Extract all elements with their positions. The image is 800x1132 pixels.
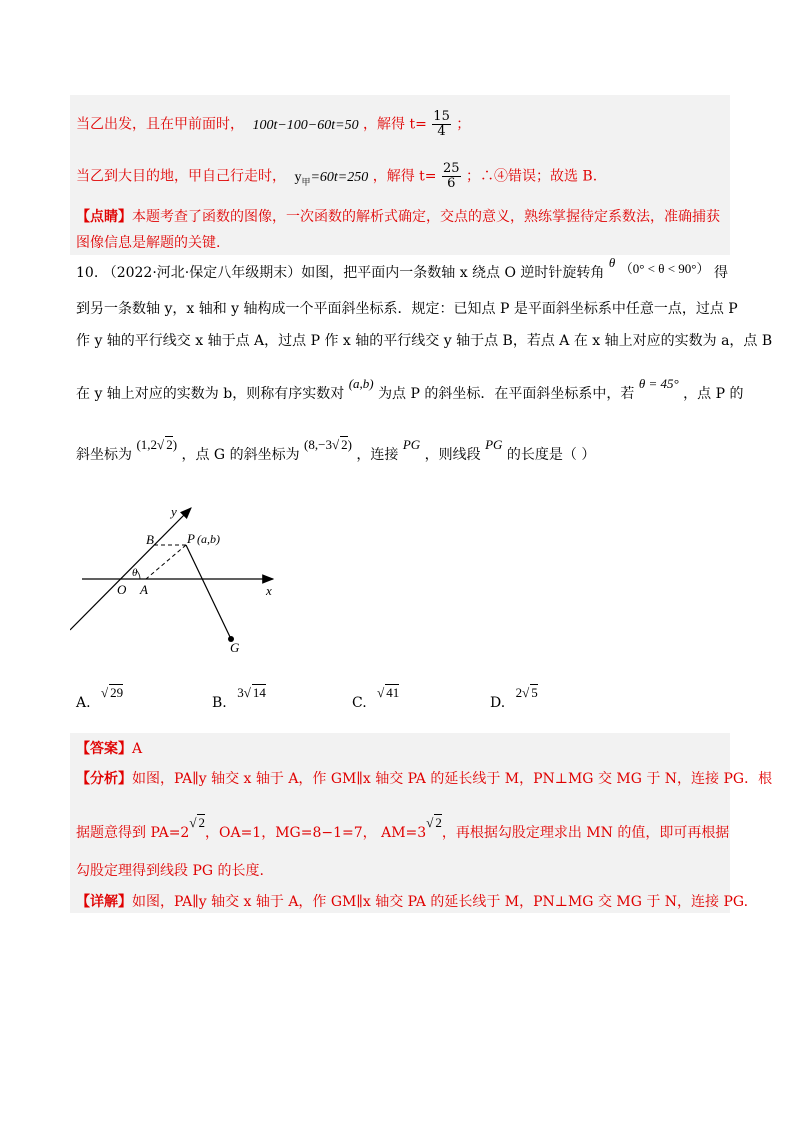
detail-tag: 【详解】 [76, 894, 132, 910]
subscript: 甲 [301, 176, 311, 187]
radicand: 2 [341, 437, 348, 452]
text: ，连接 [356, 447, 399, 463]
text: 如图，PA∥y 轴交 x 轴于 A，作 GM∥x 轴交 PA 的延长线于 M，PN⊥MG 交 MG 于 N，连接 PG．根 [132, 771, 773, 787]
text: 为点 P 的斜坐标．在平面斜坐标系中，若 [378, 386, 635, 402]
segment-pg-line [186, 545, 231, 639]
option-c[interactable] [352, 685, 400, 711]
answer-line [76, 738, 142, 758]
radicand: 41 [386, 685, 400, 700]
label-a: A [140, 582, 148, 597]
answer-value: A [132, 741, 143, 757]
option-letter: D. [490, 695, 506, 711]
text: 的长度是（ ） [506, 447, 596, 463]
expr: (8,−3 [304, 437, 332, 452]
text: 斜坐标为 [76, 447, 132, 463]
question-line-1 [76, 255, 728, 282]
text: ； [456, 116, 471, 133]
radical-sign: √ [377, 685, 385, 700]
label-g: G [230, 640, 240, 655]
detail-line [76, 891, 748, 911]
sqrt-value [189, 815, 205, 830]
numerator: 15 [433, 109, 450, 124]
tip-line-2 [76, 232, 220, 252]
text: ；∴④错误；故选 B. [465, 168, 598, 185]
sqrt-value [426, 815, 442, 830]
fraction [432, 110, 451, 139]
radical-sign: √ [157, 437, 165, 452]
text: ，解得 t= [363, 116, 427, 133]
option-letter: A. [76, 695, 91, 711]
option-value [516, 685, 538, 700]
solution-line-2 [76, 162, 597, 191]
text: 图像信息是解题的关键. [76, 235, 221, 251]
fraction [442, 162, 461, 191]
point-g-coords: (8,−3√ 2) [304, 437, 352, 452]
label-o: O [117, 582, 127, 597]
radical-sign: √ [426, 815, 434, 830]
radical-sign: √ [101, 685, 109, 700]
text: 在 y 轴上对应的实数为 b，则称有序实数对 [76, 386, 345, 402]
theta: θ [608, 255, 616, 270]
question-line-2 [76, 298, 738, 318]
text: 到另一条数轴 y，x 轴和 y 轴构成一个平面斜坐标系．规定：已知点 P 是平面斜坐标系中任意一点，过点 P [76, 301, 738, 317]
radical-sign: √ [522, 685, 530, 700]
text: ，则线段 [424, 447, 481, 463]
text: 如图，PA∥y 轴交 x 轴于 A，作 GM∥x 轴交 PA 的延长线于 M，PN⊥MG 交 MG 于 N，连接 PG. [132, 894, 749, 910]
y-axis [70, 508, 191, 630]
oblique-coordinate-figure [70, 500, 310, 660]
question-line-4 [76, 376, 744, 403]
segment-pa [146, 545, 186, 579]
radicand: 14 [252, 685, 266, 700]
option-d[interactable] [490, 685, 538, 711]
denominator: 6 [447, 176, 456, 191]
numerator: 25 [442, 161, 460, 176]
radicand: 2 [198, 815, 205, 830]
expr: =60t=250 [310, 169, 369, 185]
radical-sign: √ [189, 815, 197, 830]
radicand: 2 [166, 437, 173, 452]
denominator: 4 [437, 124, 446, 139]
solution-line-1 [76, 110, 470, 139]
pair: (a,b) [348, 376, 374, 391]
label-b: B [146, 532, 154, 547]
option-value [101, 685, 123, 700]
label-p-coords: (a,b) [197, 532, 220, 546]
range: （0° < θ < 90°） [619, 261, 710, 276]
text: ，OA=1，MG=8−1=7， AM=3 [204, 825, 427, 841]
label-p: P [187, 531, 195, 546]
tip-tag: 【点睛】 [76, 209, 132, 225]
text: 作 y 轴的平行线交 x 轴于点 A，过点 P 作 x 轴的平行线交 y 轴于点 B，若点 A 在 x 轴上对应的实数为 a，点 B [76, 333, 773, 349]
question-line-5 [76, 437, 596, 464]
analysis-tag: 【分析】 [76, 771, 132, 787]
text: 勾股定理得到线段 PG 的长度. [76, 863, 264, 879]
analysis-line-2 [76, 815, 730, 842]
radicand: 5 [531, 685, 538, 700]
coef: 3 [237, 685, 244, 700]
text: ，解得 t= [372, 168, 437, 185]
radical-sign: √ [243, 685, 251, 700]
coef: 2 [515, 685, 523, 700]
label-y: y [171, 504, 177, 519]
var: y [294, 169, 302, 185]
label-x: x [266, 583, 272, 598]
text: ，点 G 的斜坐标为 [181, 447, 300, 463]
answer-tag: 【答案】 [76, 741, 132, 757]
text: 当乙出发，且在甲前面时， [76, 116, 244, 133]
option-a[interactable] [76, 685, 124, 711]
option-value [237, 685, 266, 700]
radicand: 29 [110, 685, 124, 700]
theta-value: θ = 45° [638, 376, 679, 391]
segment-pg: PG [402, 437, 421, 452]
segment-pg: PG [485, 437, 503, 452]
text: 本题考查了函数的图像，一次函数的解析式确定，交点的意义，熟练掌握待定系数法，准确捕获 [132, 209, 720, 225]
text: 当乙到大目的地，甲自己行走时， [76, 168, 286, 185]
text: 据题意得到 PA=2 [76, 825, 190, 841]
point-p-coords: (1,2√ 2) [136, 437, 178, 452]
expr: (1,2 [136, 437, 158, 452]
text: ，点 P 的 [683, 386, 744, 402]
label-theta: θ [132, 567, 138, 579]
radical-sign: √ [331, 437, 340, 452]
tip-line-1 [76, 206, 720, 226]
option-letter: B. [212, 695, 227, 711]
question-line-3 [76, 330, 772, 350]
radicand: 2 [435, 815, 442, 830]
analysis-line-3 [76, 860, 264, 880]
text: 得 [713, 265, 728, 281]
analysis-line-1 [76, 768, 772, 788]
equation [294, 170, 368, 185]
option-b[interactable] [212, 685, 266, 711]
option-value [377, 685, 399, 700]
option-letter: C. [352, 695, 367, 711]
text: 10. （2022·河北·保定八年级期末）如图，把平面内一条数轴 x 绕点 O 逆时针旋转角 [76, 265, 605, 281]
equation: 100t−100−60t=50 [252, 117, 359, 133]
text: ，再根据勾股定理求出 MN 的值，即可再根据 [441, 825, 730, 841]
